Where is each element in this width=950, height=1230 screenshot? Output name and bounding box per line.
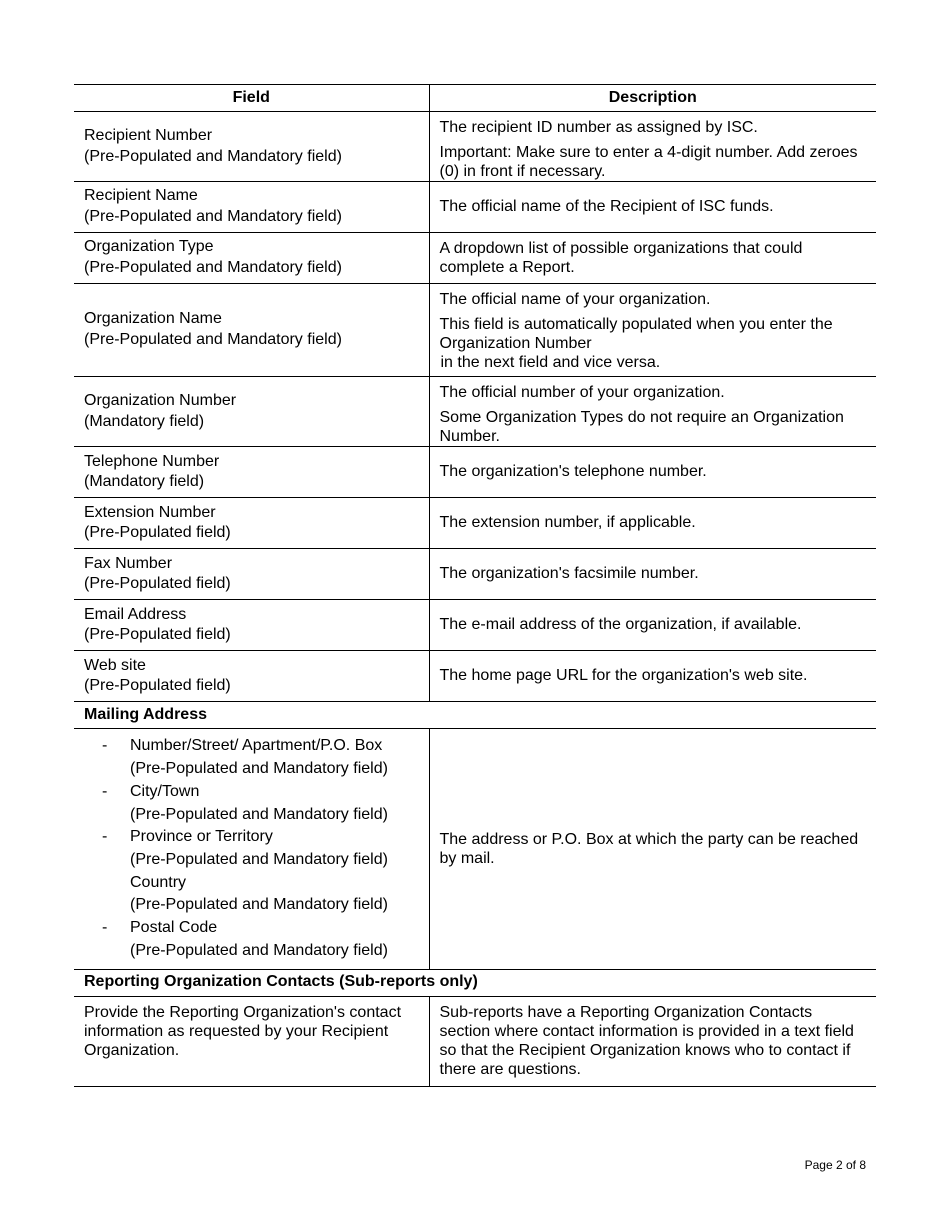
field-cell (74, 233, 429, 284)
field-cell (74, 447, 429, 498)
description-text: Some Organization Types do not require an Organization Number. (439, 408, 844, 446)
section-heading-row (74, 969, 876, 996)
table-row (74, 996, 876, 1086)
description-text: Important: Make sure to enter a 4-digit number. Add zeroes (0) in front if necessary. (439, 143, 858, 180)
field-name: Fax Number (84, 554, 173, 572)
field-cell (74, 182, 429, 233)
field-name: City/Town (130, 782, 200, 800)
description-cell (429, 377, 876, 447)
field-name: Organization Type (84, 238, 214, 256)
field-cell (74, 729, 429, 969)
page-number: Page 2 of 8 (804, 1158, 866, 1172)
description-text: The e-mail address of the organization, if available. (439, 615, 802, 633)
field-description-table (74, 84, 876, 1087)
contacts-heading: Reporting Organization Contacts (Sub-reports only) (74, 969, 876, 996)
field-note: (Mandatory field) (84, 473, 205, 491)
field-note: (Pre-Populated and Mandatory field) (84, 147, 342, 165)
field-name: Country (130, 873, 187, 891)
field-name: Recipient Name (84, 187, 198, 205)
list-item (102, 826, 429, 871)
list-dash: - (102, 782, 108, 800)
table-row (74, 729, 876, 969)
field-cell (74, 377, 429, 447)
description-cell (429, 651, 876, 702)
list-dash: - (102, 737, 108, 755)
description-text: The address or P.O. Box at which the party can be reached by mail. (439, 830, 859, 867)
description-text: This field is automatically populated when you enter the Organization Number (439, 315, 833, 353)
table-header-row (74, 85, 876, 112)
mailing-address-heading: Mailing Address (74, 702, 876, 729)
field-note: (Pre-Populated and Mandatory field) (130, 850, 388, 868)
field-note: (Pre-Populated and Mandatory field) (130, 941, 388, 959)
field-name: Web site (84, 656, 146, 674)
table-row (74, 651, 876, 702)
description-text: The home page URL for the organization's web site. (439, 666, 808, 684)
description-cell (429, 549, 876, 600)
field-cell (74, 996, 429, 1086)
description-cell (429, 233, 876, 284)
field-note: (Mandatory field) (84, 412, 205, 430)
list-dash: - (102, 828, 108, 846)
field-note: (Pre-Populated field) (84, 677, 231, 695)
table-row (74, 549, 876, 600)
table-row (74, 112, 876, 182)
field-name: Recipient Number (84, 126, 213, 144)
table-row (74, 600, 876, 651)
field-cell (74, 600, 429, 651)
field-note: (Pre-Populated field) (84, 524, 231, 542)
description-text: The official number of your organization. (439, 384, 725, 402)
header-description: Description (429, 85, 876, 112)
description-cell (429, 498, 876, 549)
mailing-address-list (74, 729, 429, 968)
field-name: Provide the Reporting Organization's contact information as requested by your Recipient Organization. (84, 1003, 402, 1059)
field-note: (Pre-Populated and Mandatory field) (130, 805, 388, 823)
description-cell (429, 600, 876, 651)
field-note: (Pre-Populated and Mandatory field) (84, 208, 342, 226)
header-field: Field (74, 85, 429, 112)
description-text: Sub-reports have a Reporting Organization Contacts section where contact information is provided in a text field so that the Recipient Organization knows who to contact if there are questions. (439, 1003, 854, 1079)
description-text: The official name of your organization. (439, 291, 711, 309)
description-cell (429, 729, 876, 969)
field-note: (Pre-Populated and Mandatory field) (130, 760, 388, 778)
field-cell (74, 498, 429, 549)
field-name: Telephone Number (84, 452, 220, 470)
field-name: Extension Number (84, 503, 216, 521)
field-note: (Pre-Populated field) (84, 575, 231, 593)
table-row (74, 284, 876, 377)
description-text: The organization's telephone number. (439, 462, 707, 480)
field-name: Number/Street/ Apartment/P.O. Box (130, 737, 383, 755)
description-text: A dropdown list of possible organizations that could complete a Report. (439, 239, 803, 277)
description-cell (429, 284, 876, 377)
description-text: The organization's facsimile number. (439, 564, 699, 582)
field-cell (74, 549, 429, 600)
description-cell (429, 447, 876, 498)
description-text: The recipient ID number as assigned by ISC. (439, 119, 758, 136)
list-item (102, 917, 429, 962)
field-name: Organization Number (84, 391, 237, 409)
field-name: Organization Name (84, 310, 222, 328)
field-note: (Pre-Populated and Mandatory field) (84, 331, 342, 349)
list-item (102, 872, 429, 917)
description-text: The extension number, if applicable. (439, 513, 696, 531)
table-row (74, 233, 876, 284)
field-name: Postal Code (130, 919, 218, 937)
table-row (74, 377, 876, 447)
list-item (102, 735, 429, 780)
field-name: Province or Territory (130, 828, 273, 846)
description-cell (429, 182, 876, 233)
table-row (74, 447, 876, 498)
field-cell (74, 651, 429, 702)
field-name: Email Address (84, 605, 187, 623)
description-text: in the next field and vice versa. (440, 354, 661, 372)
description-text: The official name of the Recipient of ISC funds. (439, 197, 774, 215)
table-row (74, 182, 876, 233)
field-note: (Pre-Populated and Mandatory field) (84, 259, 342, 277)
description-cell (429, 112, 876, 182)
field-note: (Pre-Populated and Mandatory field) (130, 896, 388, 914)
field-cell (74, 284, 429, 377)
list-dash: - (102, 919, 108, 937)
table-row (74, 498, 876, 549)
field-cell (74, 112, 429, 182)
section-heading-row (74, 702, 876, 729)
field-note: (Pre-Populated field) (84, 626, 231, 644)
description-cell (429, 996, 876, 1086)
list-item (102, 781, 429, 826)
